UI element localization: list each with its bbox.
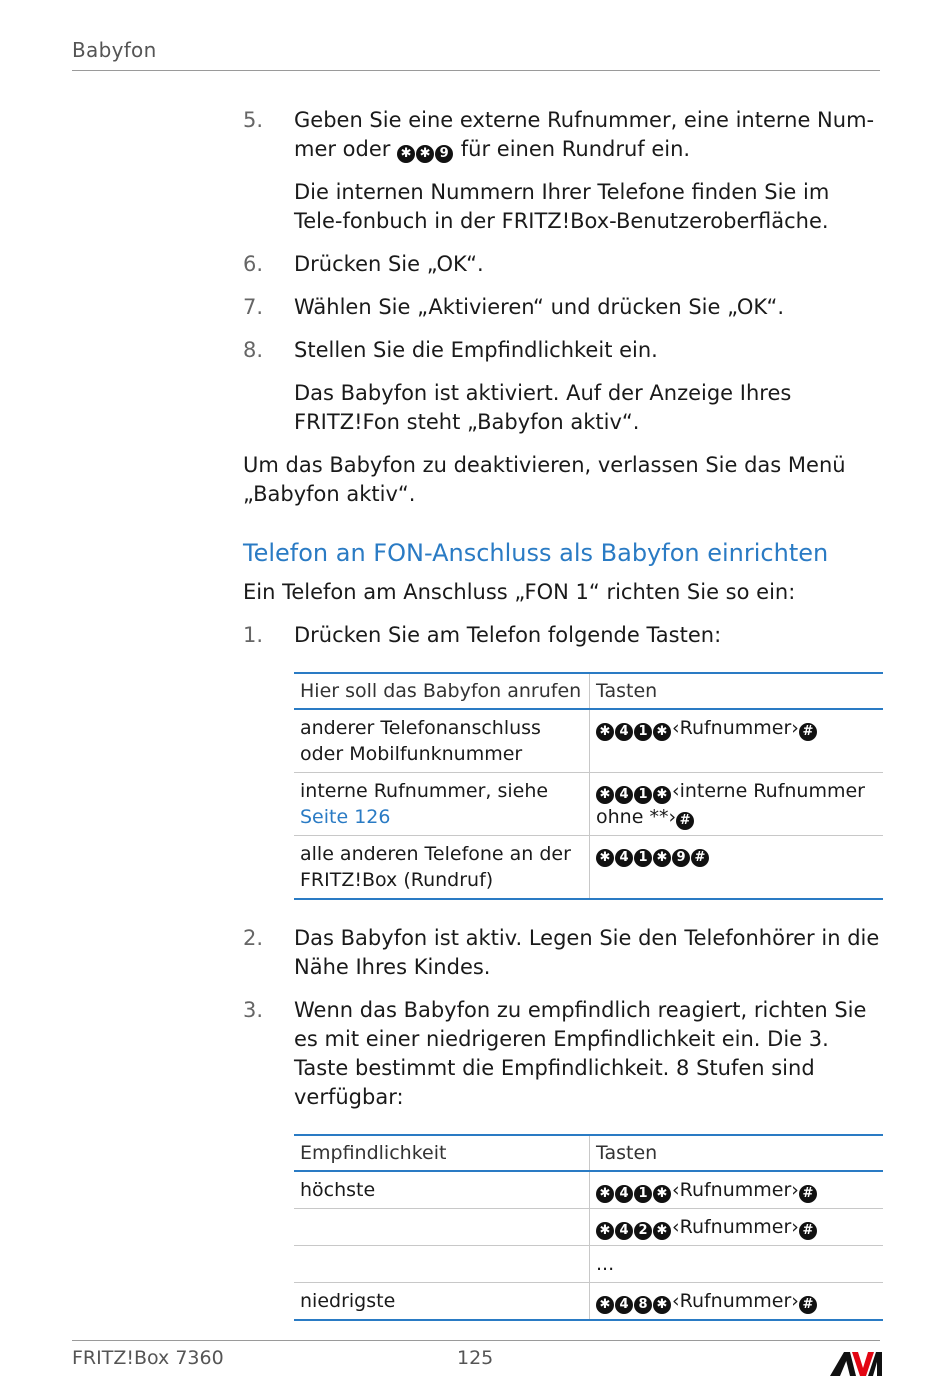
key-suffix: ‹Rufnummer›: [672, 1216, 799, 1238]
eight-key-icon: 8: [634, 1296, 652, 1314]
hash-key-icon: #: [799, 723, 817, 741]
hash-key-icon: #: [799, 1222, 817, 1240]
star-key-icon: ✱: [653, 849, 671, 867]
key-suffix: ‹interne Rufnummer ohne **›: [596, 780, 865, 828]
table-row: [294, 1209, 883, 1246]
step-number: 1.: [243, 623, 264, 647]
step-text: Wenn das Babyfon zu empfindlich reagiert, richten Sie es mit einer niedrigeren Empfindlichkeit ein. Die 3. Taste bestimmt die Empfindlichkeit. 8 Stufen sind verfügbar:: [294, 998, 867, 1109]
table-header-cell: Tasten: [590, 1135, 884, 1171]
step-number: 6.: [243, 252, 264, 276]
label-text: interne Rufnummer, siehe: [300, 780, 549, 802]
star-key-icon: ✱: [596, 1222, 614, 1240]
star-key-icon: ✱: [653, 1185, 671, 1203]
star-key-icon: ✱: [596, 1185, 614, 1203]
running-header: Babyfon: [72, 38, 157, 62]
hash-key-icon: #: [799, 1185, 817, 1203]
header-rule: [72, 70, 880, 71]
table-row: [294, 1283, 883, 1321]
step-5: [243, 106, 883, 164]
star-key-icon: ✱: [653, 1296, 671, 1314]
step-8: [243, 336, 883, 365]
four-key-icon: 4: [615, 849, 633, 867]
one-key-icon: 1: [634, 849, 652, 867]
four-key-icon: 4: [615, 1185, 633, 1203]
table-cell-keys: [590, 836, 884, 900]
table-header-cell: Tasten: [590, 673, 884, 709]
one-key-icon: 1: [634, 723, 652, 741]
table-row: [294, 1171, 883, 1209]
step-text: Drücken Sie am Telefon folgende Tasten:: [294, 623, 722, 647]
page-content: [243, 106, 883, 1345]
star-key-icon: ✱: [596, 786, 614, 804]
table-cell-keys: [590, 709, 884, 773]
key-suffix: ‹Rufnummer›: [672, 1290, 799, 1312]
sensitivity-table: [294, 1134, 883, 1321]
step-number: 5.: [243, 108, 264, 132]
table-cell-keys: [590, 1283, 884, 1321]
four-key-icon: 4: [615, 786, 633, 804]
table-header-cell: Empfindlichkeit: [294, 1135, 590, 1171]
step-text: Das Babyfon ist aktiv. Legen Sie den Telefonhörer in die Nähe Ihres Kindes.: [294, 926, 880, 979]
step-text: Drücken Sie „OK“.: [294, 252, 484, 276]
table-cell-keys: [590, 1209, 884, 1246]
table-row: [294, 1246, 883, 1283]
nine-key-icon: 9: [435, 145, 453, 163]
step-text: Wählen Sie „Aktivieren“ und drücken Sie „OK“.: [294, 295, 785, 319]
step-5-note: Die internen Nummern Ihrer Telefone finden Sie im Tele-fonbuch in der FRITZ!Box-Benutzeroberfläche.: [294, 180, 830, 233]
table-cell-keys: [590, 1171, 884, 1209]
star-key-icon: ✱: [653, 1222, 671, 1240]
babyfon-target-table: [294, 672, 883, 900]
table-cell-label: anderer Telefonanschluss oder Mobilfunknummer: [294, 709, 590, 773]
page-number: 125: [457, 1347, 494, 1369]
nine-key-icon: 9: [672, 849, 690, 867]
hash-key-icon: #: [676, 812, 694, 830]
footer-product: FRITZ!Box 7360: [72, 1347, 224, 1369]
table-cell-keys: [590, 773, 884, 836]
step-6: [243, 250, 883, 279]
star-key-icon: ✱: [596, 723, 614, 741]
section-heading: Telefon an FON-Anschluss als Babyfon einrichten: [243, 539, 829, 567]
step-number: 2.: [243, 926, 264, 950]
step-2: [243, 924, 883, 982]
step-text: Geben Sie eine externe Rufnummer, eine interne Num-mer oder: [294, 108, 875, 161]
four-key-icon: 4: [615, 1296, 633, 1314]
key-sequence: [397, 137, 454, 161]
table-header-row: [294, 1135, 883, 1171]
step-number: 7.: [243, 295, 264, 319]
table-row: [294, 709, 883, 773]
table-row: [294, 773, 883, 836]
two-key-icon: 2: [634, 1222, 652, 1240]
ellipsis: ...: [596, 1253, 615, 1275]
star-key-icon: ✱: [416, 145, 434, 163]
star-key-icon: ✱: [596, 849, 614, 867]
star-key-icon: ✱: [653, 723, 671, 741]
hash-key-icon: #: [799, 1296, 817, 1314]
avm-logo: [830, 1348, 882, 1378]
step-7: [243, 293, 883, 322]
step-text-end: für einen Rundruf ein.: [454, 137, 691, 161]
step-number: 8.: [243, 338, 264, 362]
table-cell-label: höchste: [294, 1171, 590, 1209]
table-row: [294, 836, 883, 900]
table-cell-label: niedrigste: [294, 1283, 590, 1321]
page-reference-link[interactable]: Seite 126: [300, 806, 391, 828]
star-key-icon: ✱: [596, 1296, 614, 1314]
step-1: [243, 621, 883, 650]
table-cell-label: [294, 1246, 590, 1283]
one-key-icon: 1: [634, 786, 652, 804]
step-3: [243, 996, 883, 1112]
four-key-icon: 4: [615, 723, 633, 741]
step-number: 3.: [243, 998, 264, 1022]
deactivate-text: Um das Babyfon zu deaktivieren, verlassen Sie das Menü „Babyfon aktiv“.: [243, 453, 846, 506]
table-cell-label: alle anderen Telefone an der FRITZ!Box (Rundruf): [294, 836, 590, 900]
table-cell-label: [294, 773, 590, 836]
key-suffix: ‹Rufnummer›: [672, 1179, 799, 1201]
table-cell-label: [294, 1209, 590, 1246]
four-key-icon: 4: [615, 1222, 633, 1240]
table-header-row: [294, 673, 883, 709]
footer-rule: [72, 1340, 880, 1341]
table-header-cell: Hier soll das Babyfon anrufen: [294, 673, 590, 709]
section-intro: Ein Telefon am Anschluss „FON 1“ richten Sie so ein:: [243, 580, 796, 604]
step-text: Stellen Sie die Empfindlichkeit ein.: [294, 338, 658, 362]
star-key-icon: ✱: [397, 145, 415, 163]
hash-key-icon: #: [691, 849, 709, 867]
star-key-icon: ✱: [653, 786, 671, 804]
table-cell-keys: [590, 1246, 884, 1283]
step-8-note: Das Babyfon ist aktiviert. Auf der Anzeige Ihres FRITZ!Fon steht „Babyfon aktiv“.: [294, 381, 792, 434]
key-suffix: ‹Rufnummer›: [672, 717, 799, 739]
one-key-icon: 1: [634, 1185, 652, 1203]
